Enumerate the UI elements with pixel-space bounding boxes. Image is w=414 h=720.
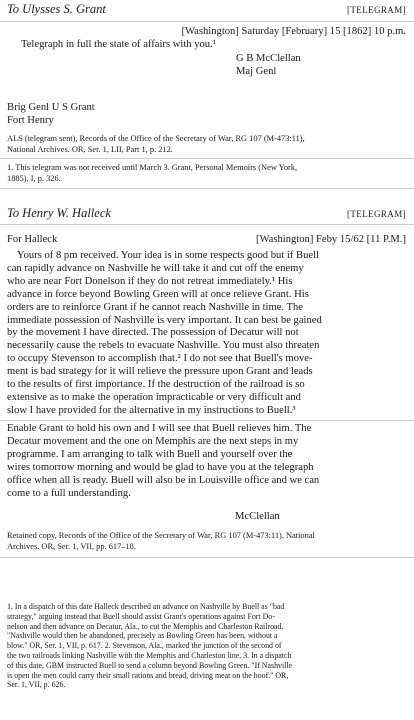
doc2-body-line: advance in force beyond Bowling Green will at once relieve Grant. His bbox=[7, 288, 309, 300]
doc2-body-line: extensive as to make the operation impracticable or very difficult and bbox=[7, 391, 301, 403]
doc1-signature-name: G B McClellan bbox=[236, 52, 301, 64]
doc2-body-line: immediate possession of Nashville is very important. It can best be gained bbox=[7, 314, 322, 326]
doc2-footnote-line: strategy," arguing instead that Buell should assist Grant's operations against Fort Do- bbox=[7, 611, 275, 621]
doc1-body: Telegraph in full the state of affairs with you.¹ bbox=[21, 39, 216, 51]
doc1-dateline: [Washington] Saturday [February] 15 [1862] 10 p.m. bbox=[181, 26, 406, 37]
doc2-body-line: orders are to reinforce Grant if he cannot reach Nashville in time. The bbox=[7, 301, 304, 313]
doc2-source-note bbox=[0, 531, 414, 552]
doc2-body-line: can rapidly advance on Nashville he will take it and cut off the enemy bbox=[7, 262, 304, 274]
doc2-signature-block bbox=[0, 510, 414, 523]
doc2-body-line: by the movement I have directed. The possession of Decatur will not bbox=[7, 327, 299, 339]
doc2-body-line: programme. I am arranging to talk with Buell and yourself over the bbox=[7, 448, 293, 460]
doc2-footnote-line: of this date, GBM instructed Buell to send a column beyond Bowling Green. "If Nashville bbox=[7, 660, 293, 670]
doc2-dateline: [Washington] Feby 15/62 [11 P.M.] bbox=[255, 234, 406, 245]
doc2-footnote-line: the two railroads linking Nashville with the Memphis and Charleston line. 3. In a dispatch bbox=[7, 650, 292, 660]
doc2-address-row bbox=[0, 233, 414, 246]
doc2-header bbox=[0, 206, 414, 221]
doc2-footnote-line: is open the men could carry their small rations and bread, driving meat on the hoof." OR, bbox=[7, 670, 289, 680]
doc1-footnote bbox=[0, 163, 414, 184]
doc1-signature-rank: Maj Genl bbox=[236, 66, 277, 78]
doc2-telegram-tag: [TELEGRAM] bbox=[347, 209, 406, 219]
doc2-body-line: slow I have provided for the alternative in my instructions to Buell.³ bbox=[7, 404, 296, 416]
doc2-addressee: For Halleck bbox=[7, 234, 58, 245]
doc2-footnote-line: Ser. 1, VII, p. 626. bbox=[7, 680, 66, 690]
doc2-recipient-heading: To Henry W. Halleck bbox=[7, 206, 111, 220]
doc2-footnote-line: 1. In a dispatch of this date Halleck described an advance on Nashville by Buell as "bad bbox=[7, 602, 285, 611]
doc2-body-line: wires tomorrow morning and would be glad to have you at the telegraph bbox=[7, 461, 314, 473]
doc1-address bbox=[0, 101, 414, 128]
doc2-source-line: Archives. OR, Ser. 1, VII, pp. 617–18. bbox=[7, 541, 136, 551]
doc2-footnote-line: blow." OR, Ser. 1, VII, p. 617. 2. Stevenson, Ala., marked the junction of the second of bbox=[7, 641, 282, 651]
doc1-source-line: National Archives. OR, Ser. 1, LII, Part 1, p. 212. bbox=[7, 144, 173, 154]
doc2-body-line: Enable Grant to hold his own and I will see that Buell relieves him. The bbox=[7, 423, 312, 434]
doc2-signature: McClellan bbox=[235, 511, 280, 522]
doc2-footnote-line: "Nashville would then be abandoned, precisely as Bowling Green has been, without a bbox=[7, 631, 278, 641]
doc2-body-line: office when all is ready. Buell will also be in Louisville office and we can bbox=[7, 474, 320, 486]
divider bbox=[0, 557, 414, 558]
doc1-footnote-line: 1885), I, p. 326. bbox=[7, 173, 61, 183]
divider bbox=[0, 158, 414, 159]
doc1-content bbox=[0, 25, 414, 79]
doc2-body-line: to occupy Stevenson to accomplish that.² I do not see that Buell's move- bbox=[7, 353, 313, 365]
doc2-footnotes bbox=[0, 602, 414, 690]
divider bbox=[0, 420, 414, 421]
doc1-source-line: ALS (telegram sent), Records of the Office of the Secretary of War, RG 107 (M-473:11), bbox=[7, 134, 305, 143]
doc1-header bbox=[0, 2, 414, 17]
doc2-body-line: come to a full understanding. bbox=[7, 487, 131, 499]
doc2-body-line: Yours of 8 pm received. Your idea is in some respects good but if Buell bbox=[17, 250, 319, 261]
doc2-body-line: necessarily cause the rebels to evacuate Nashville. You must also threaten bbox=[7, 340, 320, 352]
doc1-source-note bbox=[0, 134, 414, 155]
doc1-telegram-tag: [TELEGRAM] bbox=[347, 5, 406, 15]
doc2-body bbox=[0, 250, 414, 418]
divider bbox=[0, 188, 414, 189]
doc2-body-line: to the results of first importance. If the destruction of the railroad is so bbox=[7, 379, 305, 391]
divider bbox=[0, 21, 414, 22]
doc2-body-line: Decatur movement and the one on Memphis are the next steps in my bbox=[7, 435, 299, 447]
divider bbox=[0, 224, 414, 225]
doc2-source-line: Retained copy, Records of the Office of the Secretary of War, RG 107 (M-473:11), National bbox=[7, 531, 315, 540]
doc2-body-continued bbox=[0, 423, 414, 500]
doc1-addressee: Brig Genl U S Grant bbox=[7, 102, 95, 113]
doc1-location: Fort Henry bbox=[7, 115, 54, 127]
doc2-body-line: who are near Fort Donelson if they do not retreat immediately.¹ His bbox=[7, 275, 293, 287]
doc2-footnote-line: nelson and then advance on Decatur, Ala., to cut the Memphis and Charleston Railroad. bbox=[7, 621, 284, 631]
doc2-body-line: ment is bad strategy for it will relieve the pressure upon Grant and leads bbox=[7, 366, 313, 378]
doc1-footnote-line: 1. This telegram was not received until March 3. Grant, Personal Memoirs (New York, bbox=[7, 163, 298, 172]
doc1-recipient-heading: To Ulysses S. Grant bbox=[7, 2, 106, 16]
